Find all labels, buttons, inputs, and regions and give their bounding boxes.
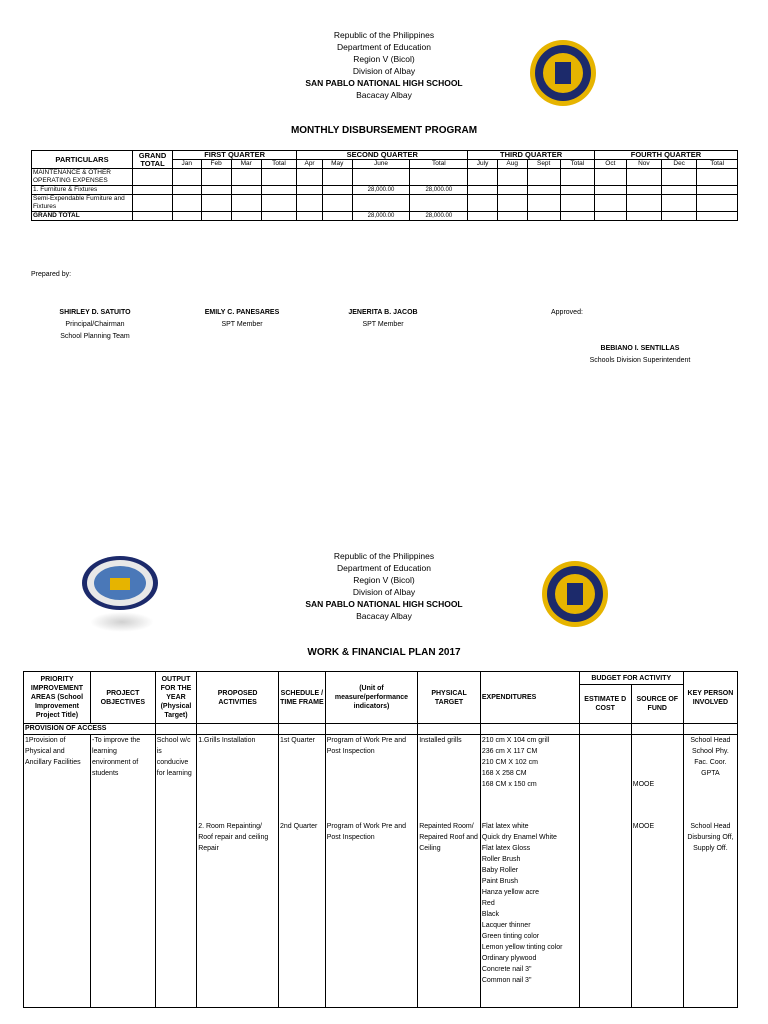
school-address: Bacacay Albay: [356, 611, 412, 621]
wfp-title: WORK & FINANCIAL PLAN 2017: [307, 647, 461, 658]
col-month: Apr: [297, 160, 323, 169]
expenditures-2: Flat latex white Quick dry Enamel White Flat latex Gloss Roller Brush Baby Roller Paint Brush Hanza yellow acre Red Black Lacquer thinner Green tinting color Lemon yellow tinting color Ordinary plywood Concrete nail 3" Common nail 3": [480, 821, 579, 1008]
header-line: Division of Albay: [352, 66, 416, 76]
header-block-2: [234, 550, 534, 622]
col-source: SOURCE OF FUND: [631, 685, 683, 724]
col-quarter-2: SECOND QUARTER: [297, 151, 468, 160]
col-quarter-4: FOURTH QUARTER: [594, 151, 737, 160]
expenditures-1: 210 cm X 104 cm grill 236 cm X 117 CM 210 CM X 102 cm 168 X 258 CM 168 CM x 150 cm: [480, 735, 579, 822]
table-row: [32, 195, 738, 212]
header-line: Republic of the Philippines: [333, 551, 435, 561]
cell-q2-total: 28,000.00: [410, 212, 468, 221]
col-month: July: [468, 160, 498, 169]
unit-2: Program of Work Pre and Post Inspection: [325, 821, 417, 1008]
school-name: SAN PABLO NATIONAL HIGH SCHOOL: [305, 78, 463, 88]
school-seal-icon: [82, 556, 158, 610]
source-1: MOOE: [631, 735, 683, 822]
col-month: June: [352, 160, 410, 169]
header-line: Region V (Bicol): [353, 54, 415, 64]
output-text: School w/c is conducive for learning: [155, 735, 196, 1008]
section-row: [24, 724, 738, 735]
signatory-name: SHIRLEY D. SATUITO: [59, 309, 131, 316]
col-schedule: SCHEDULE / TIME FRAME: [279, 672, 326, 724]
work-plan-table: [23, 671, 738, 1008]
col-month: Total: [697, 160, 738, 169]
signatory-role: Schools Division Superintendent: [589, 357, 691, 364]
header-line: Republic of the Philippines: [333, 30, 435, 40]
signatory-name: JENERITA B. JACOB: [348, 309, 418, 316]
person-2: School Head Disbursing Off, Supply Off.: [683, 821, 737, 1008]
col-month: Total: [261, 160, 297, 169]
signatory-role: SPT Member: [362, 321, 404, 328]
seal-shadow: [90, 612, 154, 632]
objective-text: -To improve the learning environment of students: [90, 735, 155, 1008]
signatory-3: [323, 307, 443, 331]
header-line: Region V (Bicol): [353, 575, 415, 585]
person-1: School Head School Phy. Fac. Coor. GPTA: [683, 735, 737, 822]
signatory-name: BEBIANO I. SENTILLAS: [600, 345, 680, 352]
signatory-1: [35, 307, 155, 343]
prepared-by-label: Prepared by:: [31, 271, 72, 278]
col-month: Nov: [626, 160, 661, 169]
col-output: OUTPUT FOR THE YEAR (Physical Target): [155, 672, 196, 724]
deped-seal-icon: [530, 40, 596, 106]
signatory-role: Principal/Chairman: [65, 321, 125, 328]
col-month: Mar: [231, 160, 261, 169]
col-month: Feb: [201, 160, 231, 169]
row-label: 1. Furniture & Fixtures: [32, 186, 133, 195]
table-row: [32, 169, 738, 186]
row-label: GRAND TOTAL: [32, 212, 133, 221]
table-row: [32, 186, 738, 195]
col-estimated-cost: ESTIMATE D COST: [579, 685, 631, 724]
cell-june: 28,000.00: [352, 186, 410, 195]
col-month: Oct: [594, 160, 626, 169]
col-month: Jan: [173, 160, 202, 169]
deped-seal-icon: [542, 561, 608, 627]
col-month: Aug: [497, 160, 527, 169]
school-address: Bacacay Albay: [356, 90, 412, 100]
table-row: [32, 212, 738, 221]
col-month: Total: [560, 160, 594, 169]
signatory-role: School Planning Team: [60, 333, 130, 340]
header-line: Division of Albay: [352, 587, 416, 597]
signatory-name: EMILY C. PANESARES: [204, 309, 280, 316]
mdp-title: MONTHLY DISBURSEMENT PROGRAM: [290, 125, 478, 136]
col-priority: PRIORITY IMPROVEMENT AREAS (School Improvement Project Title): [24, 672, 91, 724]
signatory-role: SPT Member: [221, 321, 263, 328]
col-unit: (Unit of measure/performance indicators): [325, 672, 417, 724]
schedule-1: 1st Quarter: [279, 735, 326, 822]
header-line: Department of Education: [336, 42, 432, 52]
source-2: MOOE: [631, 821, 683, 1008]
cell-q2-total: 28,000.00: [410, 186, 468, 195]
priority-text: 1Provision of Physical and Ancillary Facilities: [24, 735, 91, 1008]
signatory-4: [570, 343, 710, 367]
col-particulars: PARTICULARS: [32, 151, 133, 169]
col-quarter-3: THIRD QUARTER: [468, 151, 595, 160]
activity-2: 2. Room Repainting/ Roof repair and ceiling Repair: [197, 821, 279, 1008]
col-quarter-1: FIRST QUARTER: [173, 151, 297, 160]
disbursement-table: [31, 150, 738, 221]
schedule-2: 2nd Quarter: [279, 821, 326, 1008]
row-label: MAINTENANCE & OTHER OPERATING EXPENSES: [32, 169, 133, 186]
activity-1: 1.Grills Installation: [197, 735, 279, 822]
col-activities: PROPOSED ACTIVITIES: [197, 672, 279, 724]
approved-label: Approved:: [551, 309, 583, 316]
col-month: Total: [410, 160, 468, 169]
header-line: Department of Education: [336, 563, 432, 573]
col-person: KEY PERSON INVOLVED: [683, 672, 737, 724]
section-label: PROVISION OF ACCESS: [24, 724, 156, 735]
target-1: Installed grills: [418, 735, 481, 822]
unit-1: Program of Work Pre and Post Inspection: [325, 735, 417, 822]
col-budget: BUDGET FOR ACTIVITY: [579, 672, 683, 685]
col-target: PHYSICAL TARGET: [418, 672, 481, 724]
row-label: Semi-Expendable Furniture and Fixtures: [32, 195, 133, 212]
col-grand-total: GRAND TOTAL: [133, 151, 173, 169]
col-month: May: [322, 160, 352, 169]
col-objectives: PROJECT OBJECTIVES: [90, 672, 155, 724]
col-month: Sept: [527, 160, 560, 169]
col-month: Dec: [662, 160, 697, 169]
school-name: SAN PABLO NATIONAL HIGH SCHOOL: [305, 599, 463, 609]
col-expenditures: EXPENDITURES: [480, 672, 579, 724]
signatory-2: [182, 307, 302, 331]
table-row: [24, 735, 738, 822]
cell-june: 28,000.00: [352, 212, 410, 221]
header-block-1: [234, 29, 534, 101]
target-2: Repainted Room/ Repaired Roof and Ceiling: [418, 821, 481, 1008]
